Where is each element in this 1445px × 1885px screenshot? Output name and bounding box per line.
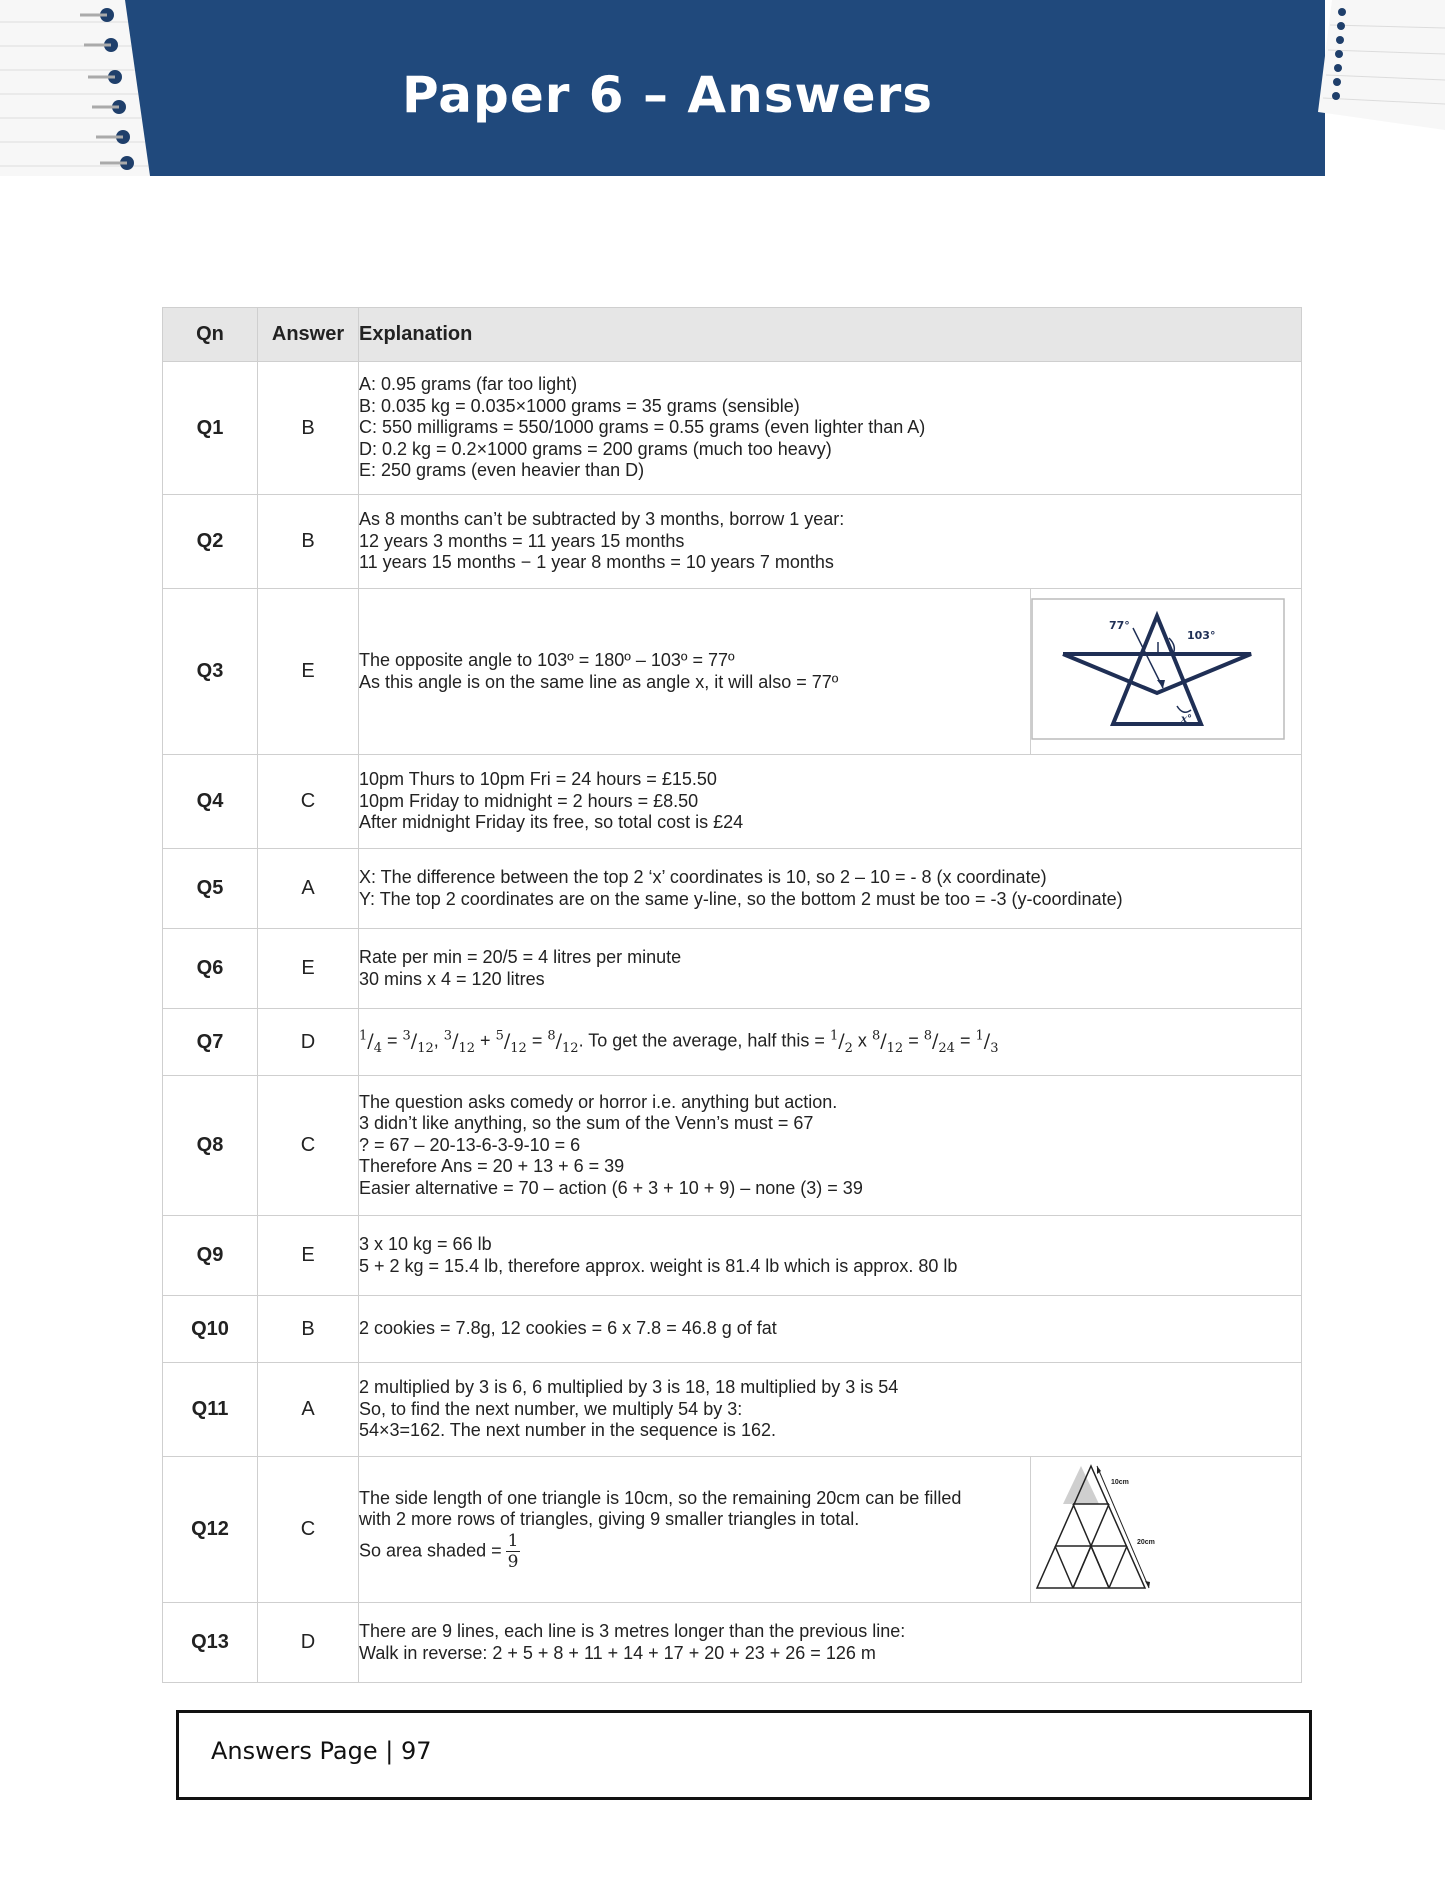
explanation-text: . To get the average, half this = [578,1030,825,1051]
explanation-line: ? = 67 – 20-13-6-3-9-10 = 6 [359,1134,581,1155]
triangle-grid-diagram [1031,1460,1171,1594]
question-number: Q5 [163,849,258,929]
frac-den: 4 [373,1040,382,1056]
question-number: Q8 [163,1076,258,1216]
table-row [163,1009,1302,1076]
frac-num: 8 [923,1028,932,1044]
answer-letter: B [258,362,359,495]
angle-label-x: x° [1181,714,1192,725]
table-row [163,1363,1302,1457]
explanation [359,362,1302,495]
side-label-10cm: 10cm [1111,1479,1129,1486]
page-header [0,0,1445,176]
answer-letter: A [258,1363,359,1457]
table-row [163,1076,1302,1216]
star-angle-diagram [1031,598,1285,740]
explanation-line: E: 250 grams (even heavier than D) [359,460,645,481]
explanation-line: 10pm Thurs to 10pm Fri = 24 hours = £15.50 [359,769,717,790]
frac-num: 1 [975,1028,984,1044]
explanation-line: A: 0.95 grams (far too light) [359,374,578,395]
explanation-line: There are 9 lines, each line is 3 metres longer than the previous line: [359,1621,906,1641]
table-row [163,755,1302,849]
explanation [359,1076,1302,1216]
frac-den: 12 [886,1040,904,1056]
table-row [163,362,1302,495]
explanation-line: 10pm Friday to midnight = 2 hours = £8.50 [359,790,699,811]
explanation-line: with 2 more rows of triangles, giving 9 smaller triangles in total. [359,1509,860,1529]
equals: = [386,1030,398,1051]
side-label-20cm: 20cm [1137,1539,1155,1546]
table-row [163,1457,1302,1603]
table-row [163,929,1302,1009]
table-row [163,589,1302,755]
explanation-line: The side length of one triangle is 10cm, so the remaining 20cm can be filled [359,1487,962,1508]
frac-num: 3 [443,1028,453,1044]
column-header-answer: Answer [258,308,359,362]
frac-num: 5 [495,1028,504,1044]
explanation [359,849,1302,929]
answer-letter: B [258,1296,359,1363]
question-number: Q12 [163,1457,258,1603]
explanation-line: 3 didn’t like anything, so the sum of the Venn’s must = 67 [359,1113,814,1134]
table-row [163,849,1302,929]
answer-letter: C [258,755,359,849]
column-header-qn: Qn [163,308,258,362]
table-row [163,495,1302,589]
explanation-line: 3 x 10 kg = 66 lb [359,1234,492,1254]
angle-label-77: 77° [1109,619,1130,632]
answer-letter: C [258,1076,359,1216]
answers-table [162,307,1302,1683]
notebook-paper-left-decoration [0,0,150,176]
question-number: Q13 [163,1603,258,1683]
explanation [359,495,1302,589]
table-row [163,1603,1302,1683]
question-number: Q11 [163,1363,258,1457]
answer-letter: A [258,849,359,929]
explanation-line: The question asks comedy or horror i.e. anything but action. [359,1091,838,1112]
fraction-numerator: 1 [507,1530,519,1551]
column-header-explanation: Explanation [359,308,1302,362]
explanation-line: 11 years 15 months − 1 year 8 months = 10 years 7 months [359,552,834,573]
explanation-line: After midnight Friday its free, so total cost is £24 [359,812,744,833]
explanation-line: Therefore Ans = 20 + 13 + 6 = 39 [359,1156,625,1177]
area-shaded-text: So area shaded = [359,1539,502,1560]
frac-num: 8 [547,1028,556,1044]
question-number: Q3 [163,589,258,755]
explanation-line: Easier alternative = 70 – action (6 + 3 + 10 + 9) – none (3) = 39 [359,1177,863,1198]
times: x [857,1030,867,1051]
frac-den: 2 [844,1040,853,1056]
plus: + [480,1030,491,1051]
answer-letter: D [258,1009,359,1076]
explanation [359,1216,1302,1296]
explanation-line: 30 mins x 4 = 120 litres [359,968,545,989]
equals: = [531,1030,543,1051]
question-number: Q2 [163,495,258,589]
fraction-explanation: $^1/_4 = ^3/_{12}$, $^3/_{12} + ^5/_{12} = ^8/_{12}$. To get the average, half this = $^1/_2$ x $^8/_{12} = ^8/_{24} = ^1/_3$ [359,1009,1302,1076]
explanation [359,1603,1302,1683]
explanation-line: As 8 months can’t be subtracted by 3 months, borrow 1 year: [359,509,845,530]
explanation-line: D: 0.2 kg = 0.2×1000 grams = 200 grams (much too heavy) [359,438,832,459]
frac-den: 12 [458,1040,476,1056]
explanation [359,1457,1031,1603]
angle-label-103: 103° [1187,629,1216,642]
explanation-line: 12 years 3 months = 11 years 15 months [359,530,685,551]
answer-letter: B [258,495,359,589]
frac-den: 12 [417,1040,434,1056]
question-number: Q10 [163,1296,258,1363]
explanation [359,1296,1302,1363]
explanation-line: Walk in reverse: 2 + 5 + 8 + 11 + 14 + 17 + 20 + 23 + 26 = 126 m [359,1642,876,1663]
equals: = [908,1030,919,1051]
explanation-line: B: 0.035 kg = 0.035×1000 grams = 35 grams (sensible) [359,395,800,416]
question-number: Q4 [163,755,258,849]
table-row [163,1296,1302,1363]
frac-num: 1 [829,1028,839,1044]
fraction-one-ninth [506,1531,521,1572]
area-shaded-line [359,1531,1030,1572]
explanation [359,755,1302,849]
fraction-denominator: 9 [507,1551,519,1572]
explanation-line: 5 + 2 kg = 15.4 lb, therefore approx. weight is 81.4 lb which is approx. 80 lb [359,1255,958,1276]
explanation-line: X: The difference between the top 2 ‘x’ coordinates is 10, so 2 – 10 = - 8 (x coordinate) [359,867,1047,887]
page-footer [176,1710,1312,1800]
frac-num: 3 [402,1028,411,1044]
explanation [359,589,1031,755]
explanation-line: 2 multiplied by 3 is 6, 6 multiplied by 3 is 18, 18 multiplied by 3 is 54 [359,1377,899,1398]
question-number: Q6 [163,929,258,1009]
answer-letter: E [258,589,359,755]
notebook-paper-right-decoration [1310,0,1445,135]
question-number: Q1 [163,362,258,495]
figure-cell [1031,1457,1302,1603]
explanation-line: The opposite angle to 103º = 180º – 103º = 77º [359,650,735,670]
table-header-row [163,308,1302,362]
explanation-line: 2 cookies = 7.8g, 12 cookies = 6 x 7.8 = 46.8 g of fat [359,1318,777,1339]
explanation-line: C: 550 milligrams = 550/1000 grams = 0.55 grams (even lighter than A) [359,417,926,438]
answer-letter: C [258,1457,359,1603]
explanation-line: Rate per min = 20/5 = 4 litres per minute [359,947,682,967]
answer-letter: D [258,1603,359,1683]
question-number: Q9 [163,1216,258,1296]
explanation [359,929,1302,1009]
explanation-line: As this angle is on the same line as angle x, it will also = 77º [359,671,839,692]
answer-letter: E [258,1216,359,1296]
comma: , [433,1030,439,1051]
page-number-label: Answers Page | 97 [211,1737,432,1765]
frac-den: 12 [562,1040,579,1056]
explanation-line: 54×3=162. The next number in the sequence is 162. [359,1420,776,1441]
explanation-line: So, to find the next number, we multiply 54 by 3: [359,1398,743,1419]
table-row [163,1216,1302,1296]
explanation [359,1363,1302,1457]
frac-num: 8 [871,1028,881,1044]
frac-num: 1 [359,1028,368,1044]
frac-den: 12 [510,1040,527,1056]
frac-den: 24 [938,1040,955,1056]
equals: = [959,1030,971,1051]
answer-letter: E [258,929,359,1009]
figure-cell [1031,589,1302,755]
question-number: Q7 [163,1009,258,1076]
explanation-line: Y: The top 2 coordinates are on the same y-line, so the bottom 2 must be too = -3 (y-coordinate) [359,888,1123,909]
frac-den: 3 [990,1040,999,1056]
page-title: Paper 6 – Answers [402,66,933,124]
